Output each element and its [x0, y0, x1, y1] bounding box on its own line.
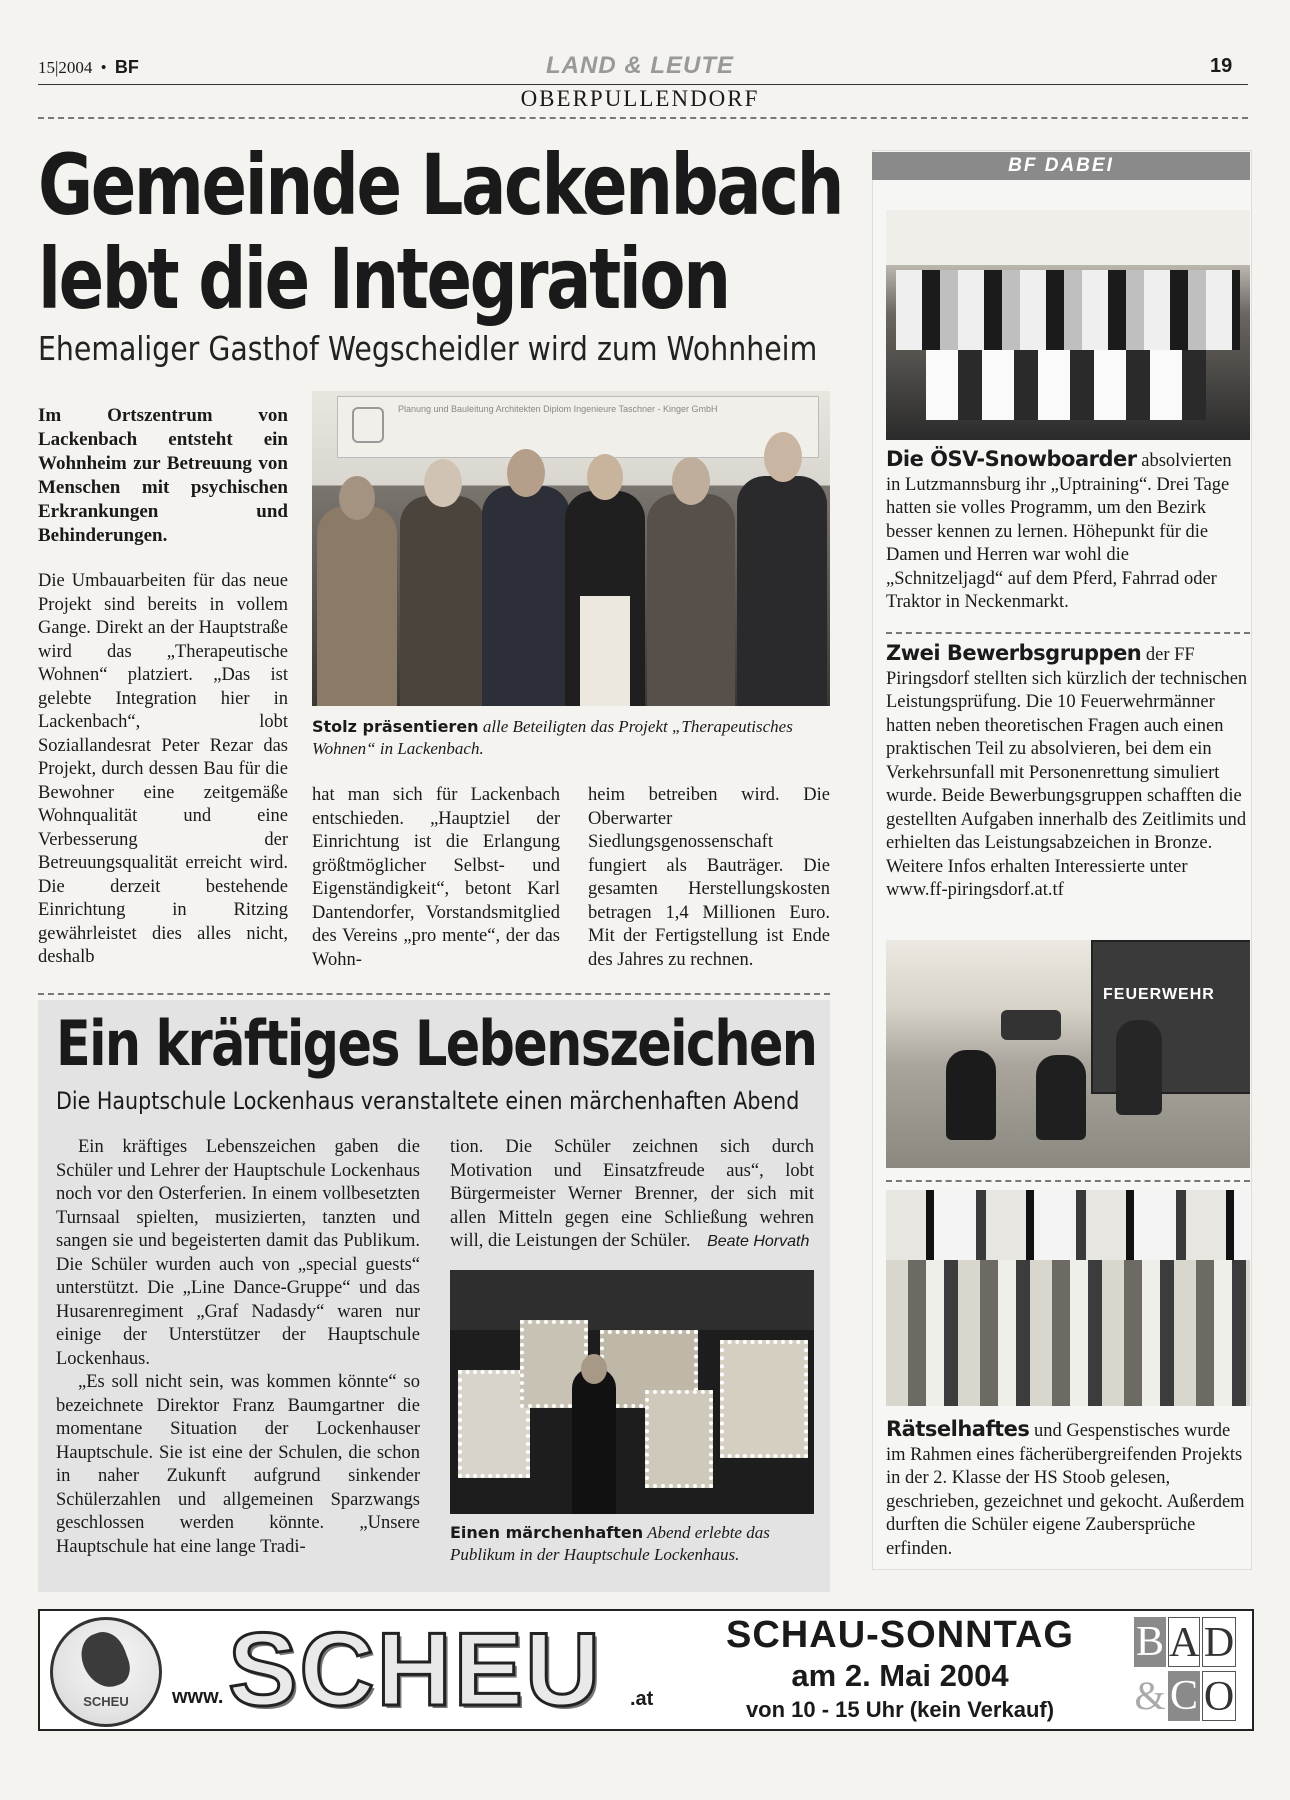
header-divider — [38, 117, 1248, 119]
sidebar-item3-lead: Rätselhaftes — [886, 1417, 1030, 1441]
issue-date: 15|2004 — [38, 58, 93, 77]
main-photo-caption — [312, 716, 830, 760]
main-col1-body: Die Umbauarbeiten für das neue Projekt sind bereits in vollem Gange. Direkt an der Hauptstraße wird das „Therapeutische Wohnen“ platziert. „Das ist gelebte Integration hier in Lackenbach“, lobt Soziallandesrat Peter Rezar das Projekt, durch dessen Bau für die Bewohner eine zeitgemäße Wohnqualität und eine Verbesserung der Betreuungsqualität erreicht wird. Die derzeit bestehende Einrichtung in Ritzing gewährleistet dies alles nicht, deshalb — [38, 571, 288, 967]
stamp-artwork — [645, 1390, 713, 1488]
bad-co-letter-c: C — [1169, 1673, 1198, 1719]
issue-number — [38, 57, 139, 78]
photo-person — [482, 441, 570, 706]
second-col2-body: tion. Die Schüler zeichnen sich durch Motivation und Einsatzfreude aus“, lobt Bürgermeister Werner Brenner, der sich mit allen Mitteln gegen eine Schließung wehren will, die Leistungen der Schüler. — [450, 1137, 814, 1251]
bad-co-logo — [1132, 1617, 1240, 1721]
firefighter — [1116, 1020, 1162, 1115]
sidebar-item2-lead: Zwei Bewerbsgruppen — [886, 641, 1142, 665]
page-number: 19 — [1210, 55, 1233, 77]
sidebar-item1-lead: Die ÖSV-Snowboarder — [886, 447, 1137, 471]
bad-co-letter-o: O — [1202, 1671, 1236, 1721]
sidebar-item1 — [886, 448, 1250, 615]
photo-person — [647, 451, 735, 706]
team-row-back — [896, 270, 1240, 350]
main-photo-caption-text: alle Beteiligten das Projekt „Therapeutisches Wohnen“ in Lackenbach. — [312, 717, 793, 758]
sidebar-divider — [886, 1180, 1250, 1182]
main-photo — [312, 391, 830, 706]
main-headline-line2: lebt die Integration — [38, 230, 729, 328]
second-subheadline: Die Hauptschule Lockenhaus veranstaltete einen märchenhaften Abend — [56, 1087, 800, 1115]
schau-sonntag-hours: von 10 - 15 Uhr (kein Verkauf) — [745, 1697, 1055, 1722]
sidebar-item3-text: und Gespenstisches wurde im Rahmen eines fächerübergreifenden Projekts in der 2. Klasse der HS Stoob gelesen, geschrieben, gezeichnet und gekocht. Außerdem durften die Schüler eigene Zaubersprüche erfinden. — [886, 1421, 1245, 1559]
fire-truck — [1091, 940, 1250, 1094]
brand-label: BF — [114, 57, 139, 77]
sidebar-divider — [886, 632, 1250, 634]
header-rule — [38, 84, 1248, 85]
section-title: LAND & LEUTE — [546, 52, 734, 79]
school-photo-caption-lead: Einen märchenhaften — [450, 1523, 644, 1542]
fire-truck-label: FEUERWEHR — [1103, 986, 1215, 1003]
pupils-photo — [886, 1190, 1250, 1406]
second-col2 — [450, 1136, 814, 1254]
bad-co-letter-d: D — [1202, 1617, 1236, 1667]
main-headline-line1: Gemeinde Lackenbach — [38, 136, 843, 234]
stamp-artwork — [720, 1340, 808, 1458]
snowboarder-photo — [886, 210, 1250, 440]
school-photo-caption — [450, 1522, 814, 1566]
scheu-brand: SCHEU — [228, 1612, 603, 1728]
bad-co-letter-b: B — [1135, 1619, 1164, 1665]
article-divider — [38, 993, 830, 995]
team-row-front — [926, 350, 1206, 420]
main-photo-caption-lead: Stolz präsentieren — [312, 717, 479, 736]
scheu-logo-text: SCHEU — [83, 1694, 129, 1709]
poster-wall — [886, 1190, 1250, 1260]
bad-co-ampersand: & — [1134, 1673, 1166, 1718]
second-col1 — [56, 1136, 420, 1559]
performer-head — [581, 1354, 607, 1384]
photo-person — [737, 426, 827, 706]
main-col2-body: hat man sich für Lackenbach entschieden. „Hauptziel der Einrichtung ist die Erlangung größtmöglicher Selbst- und Eigenständigkeit“, betont Karl Dantendorfer, Vorstandsmitglied des Vereins „pro mente“, der das Wohn- — [312, 785, 560, 970]
pupils-group — [886, 1260, 1250, 1406]
second-headline: Ein kräftiges Lebenszeichen — [56, 1007, 817, 1080]
main-subheadline: Ehemaliger Gasthof Wegscheidler wird zum Wohnheim — [38, 329, 818, 368]
scheu-tld: .at — [630, 1688, 654, 1710]
second-col1-p1: Ein kräftiges Lebenszeichen gaben die Schüler und Lehrer der Hauptschule Lockenhaus noch vor den Osterferien. In einem vollbesetzten Turnsaal spielten, musizierten, tanzten und sangen sie und begeisterten damit das Publikum. Die Schüler wurden auch von „special guests“ unterstützt. Die „Line Dance-Gruppe“ und das Husarenregiment „Graf Nadasdy“ waren nur einige der Unterstützer der Hauptschule Lockenhaus. — [56, 1137, 420, 1369]
header-bullet: • — [100, 58, 107, 77]
photo-sign-text: Planung und Bauleitung Architekten Diplom Ingenieure Taschner - Kinger GmbH — [398, 404, 718, 414]
author-credit: Beate Horvath — [707, 1233, 810, 1250]
building-window — [886, 210, 1250, 265]
sidebar-item3 — [886, 1418, 1250, 1561]
stage-curtain — [450, 1270, 814, 1330]
scheu-parrot-logo — [50, 1617, 162, 1727]
photo-person — [565, 446, 645, 706]
schau-sonntag-date: am 2. Mai 2004 — [791, 1658, 1009, 1693]
sidebar-item2-text: der FF Piringsdorf stellten sich kürzlich der technischen Leistungsprüfung. Die 10 Feuerwehrmänner hatten neben theoretischen Fragen auch einen praktischen Teil zu absolvieren, bei dem ein Verkehrsunfall mit Personenrettung simuliert wurde. Beide Bewerbungsgruppen schafften die gestellten Aufgaben innerhalb des Zeitlimits und erhielten das Leistungsabzeichen in Bronze. Weitere Infos erhalten Interessierte unter www.ff-piringsdorf.at.tf — [886, 645, 1248, 900]
district-title: OBERPULLENDORF — [520, 86, 760, 111]
school-stage-photo — [450, 1270, 814, 1514]
photo-person — [400, 451, 485, 706]
second-col1-p2: „Es soll nicht sein, was kommen könnte“ so bezeichnete Direktor Franz Baumgartner die momentane Situation der Lockenhauser Hauptschule. Sie ist eine der Schulen, die schon in naher Zukunft aufgrund sinkender Schülerzahlen und allgemeinen Sparzwangs geschlossen werden könnte. „Unsere Hauptschule hat eine lange Tradi- — [56, 1372, 420, 1557]
school-photo-caption-text: Abend erlebte das Publikum in der Hauptschule Lockenhaus. — [450, 1523, 770, 1564]
parrot-icon — [75, 1626, 135, 1694]
main-headline — [38, 136, 843, 328]
firefighter — [946, 1050, 996, 1140]
sidebar-item1-text: absolvierten in Lutzmannsburg ihr „Uptraining“. Drei Tage hatten sie volles Programm, um den Bezirk besser kennen zu lernen. Höhepunkt für die Damen und Herren war wohl die „Schnitzeljagd“ auf dem Pferd, Fahrrad oder Traktor in Neckenmarkt. — [886, 451, 1232, 612]
sidebar-item2 — [886, 642, 1250, 903]
schau-sonntag-title: SCHAU-SONNTAG — [726, 1614, 1074, 1656]
parked-car — [1001, 1010, 1061, 1040]
bad-co-letter-a: A — [1168, 1617, 1200, 1667]
main-col3-body: heim betreiben wird. Die Oberwarter Siedlungsgenossenschaft fungiert als Bauträger. Die gesamten Herstellungskosten betragen 1,4 Millionen Euro. Mit der Fertigstellung ist Ende des Jahres zu rechnen. — [588, 785, 830, 970]
scheu-www: www. — [172, 1686, 224, 1708]
firefighter — [1036, 1055, 1086, 1140]
fire-brigade-photo — [886, 940, 1250, 1168]
main-lead: Im Ortszentrum von Lackenbach entsteht ein Wohnheim zur Betreuung von Menschen mit psychischen Erkrankungen und Behinderungen. — [38, 405, 288, 546]
photo-person — [317, 466, 397, 706]
performer — [572, 1368, 616, 1514]
austrian-eagle-icon — [352, 407, 384, 443]
sidebar-banner: BF DABEI — [872, 152, 1250, 180]
